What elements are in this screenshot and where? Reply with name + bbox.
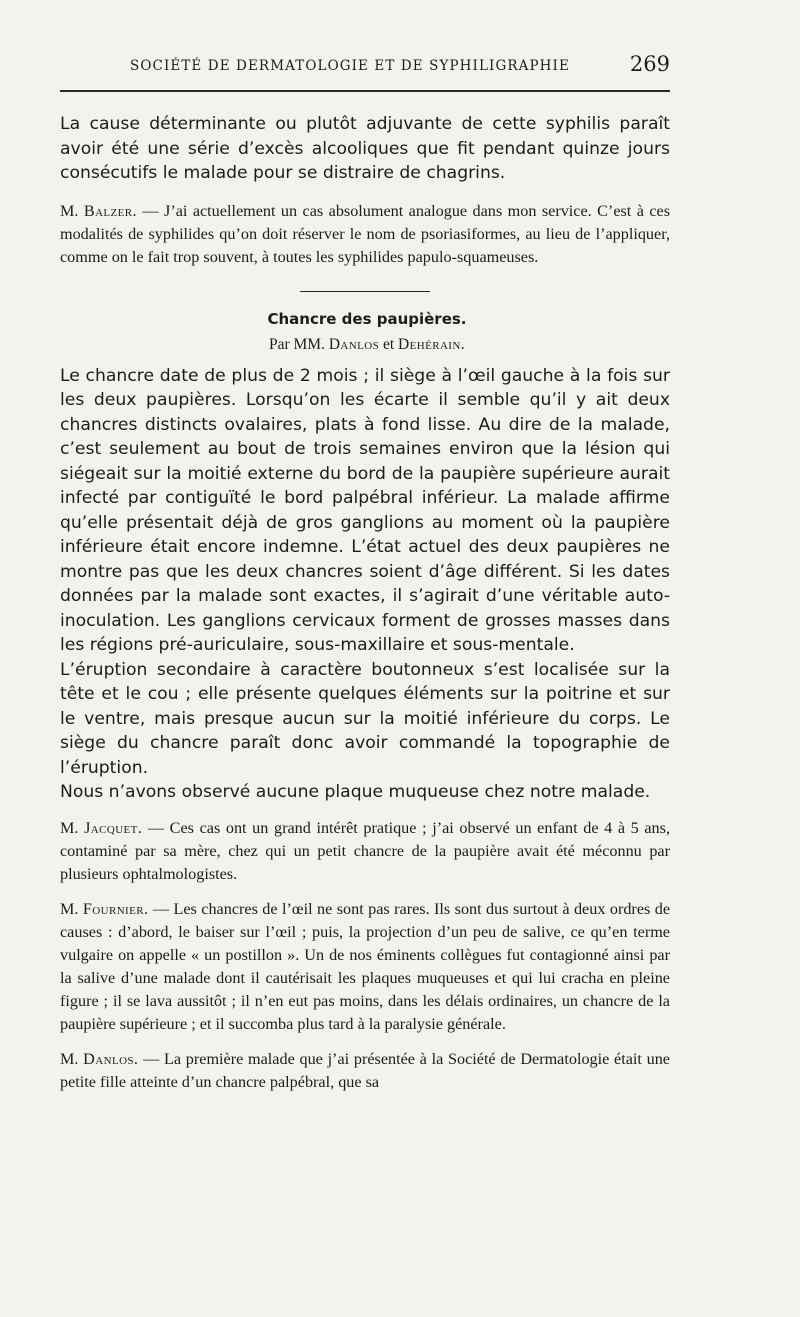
danlos-comment [60, 1048, 670, 1094]
balzer-comment [60, 200, 670, 269]
speaker-name: Balzer. [83, 201, 137, 220]
page [40, 44, 670, 1094]
balzer-paragraph [60, 200, 670, 269]
fournier-text: — Les chancres de l’œil ne sont pas rares. Ils sont dus surtout à deux ordres de causes : d’abord, le baiser sur l’œil ; puis, la projection d’un peu de salive, ce qu’en terme vulgaire on appelle « un postillon ». Un de nos éminents collègues fut contagionné ainsi par la salive d’une malade dont il cautérisait les plaques muqueuses et qui lui cracha en pleine figure ; il se lava aussitôt ; il n’en eut pas moins, dans les délais ordinaires, un chancre de la paupière supérieure ; et il succomba plus tard à la paralysie générale. [60, 899, 671, 1033]
jacquet-comment [60, 817, 670, 886]
body-paragraph: L’éruption secondaire à caractère boutonneux s’est localisée sur la tête et le cou ; elle présente quelques éléments sur la poitrine et sur le ventre, mais presque aucun sur la moitié inférieure du corps. Le siège du chancre paraît donc avoir commandé la topographie de l’éruption. [60, 659, 670, 778]
author-2: Dehérain. [398, 335, 465, 353]
fournier-paragraph [60, 898, 670, 1036]
balzer-text: — J’ai actuellement un cas absolument analogue dans mon service. C’est à ces modalités de syphilides qu’on doit réserver le nom de psoriasiformes, au lieu de l’appliquer, comme on le fait trop souvent, à toutes les syphilides papulo-squameuses. [60, 201, 671, 266]
jacquet-text: — Ces cas ont un grand intérêt pratique ; j’ai observé un enfant de 4 à 5 ans, contaminé par sa mère, chez qui un petit chancre de la paupière avait été méconnu par plusieurs ophtalmologistes. [60, 818, 670, 883]
body-paragraph: Nous n’avons observé aucune plaque muqueuse chez notre malade. [60, 782, 651, 802]
jacquet-prefix: M. [60, 818, 79, 837]
author-1: Danlos [328, 335, 380, 353]
section-title: Chancre des paupières. [267, 309, 467, 328]
article-body [60, 364, 670, 805]
running-head [40, 44, 670, 84]
authors-prefix: Par MM. [268, 335, 325, 353]
page-number: 269 [629, 52, 670, 76]
danlos-prefix: M. [60, 1049, 79, 1068]
fournier-prefix: M. [60, 899, 79, 918]
danlos-text: — La première malade que j’ai présentée à la Société de Dermatologie était une petite fille atteinte d’un chancre palpébral, que sa [60, 1049, 670, 1091]
speaker-name: Jacquet. [84, 818, 143, 837]
section-divider [300, 291, 430, 292]
running-title: SOCIÉTÉ DE DERMATOLOGIE ET DE SYPHILIGRAPHIE [130, 58, 570, 74]
balzer-prefix: M. [60, 201, 79, 220]
danlos-paragraph [60, 1048, 670, 1094]
jacquet-paragraph [60, 817, 670, 886]
intro-block [60, 112, 670, 186]
body-paragraph: Le chancre date de plus de 2 mois ; il siège à l’œil gauche à la fois sur les deux paupières. Lorsqu’on les écarte il semble qu’il y ait deux chancres distincts ovalaires, plats à fond lisse. Au dire de la malade, c’est seulement au bout de trois semaines environ que la lésion qui siégeait sur la moitié externe du bord de la paupière supérieure aurait infecté par contiguïté le bord palpébral inférieur. La malade affirme qu’elle présentait déjà de gros ganglions au moment où la paupière inférieure était encore indemne. L’état actuel des deux paupières ne montre pas que les deux chancres soient d’âge différent. Si les dates données par la malade sont exactes, il s’agirait d’une véritable auto-inoculation. Les ganglions cervicaux forment de grosses masses dans les régions pré-auriculaire, sous-maxillaire et sous-mentale. [60, 365, 670, 655]
speaker-name: Fournier. [82, 899, 149, 918]
section-authors [52, 336, 682, 354]
intro-paragraph: La cause déterminante ou plutôt adjuvante de cette syphilis paraît avoir été une série d’excès alcooliques que fit pendant quinze jours consécutifs le malade pour se distraire de chagrins. [60, 114, 670, 183]
authors-joiner: et [382, 335, 395, 353]
fournier-comment [60, 898, 670, 1036]
header-rule [60, 90, 670, 92]
speaker-name: Danlos. [83, 1049, 139, 1068]
